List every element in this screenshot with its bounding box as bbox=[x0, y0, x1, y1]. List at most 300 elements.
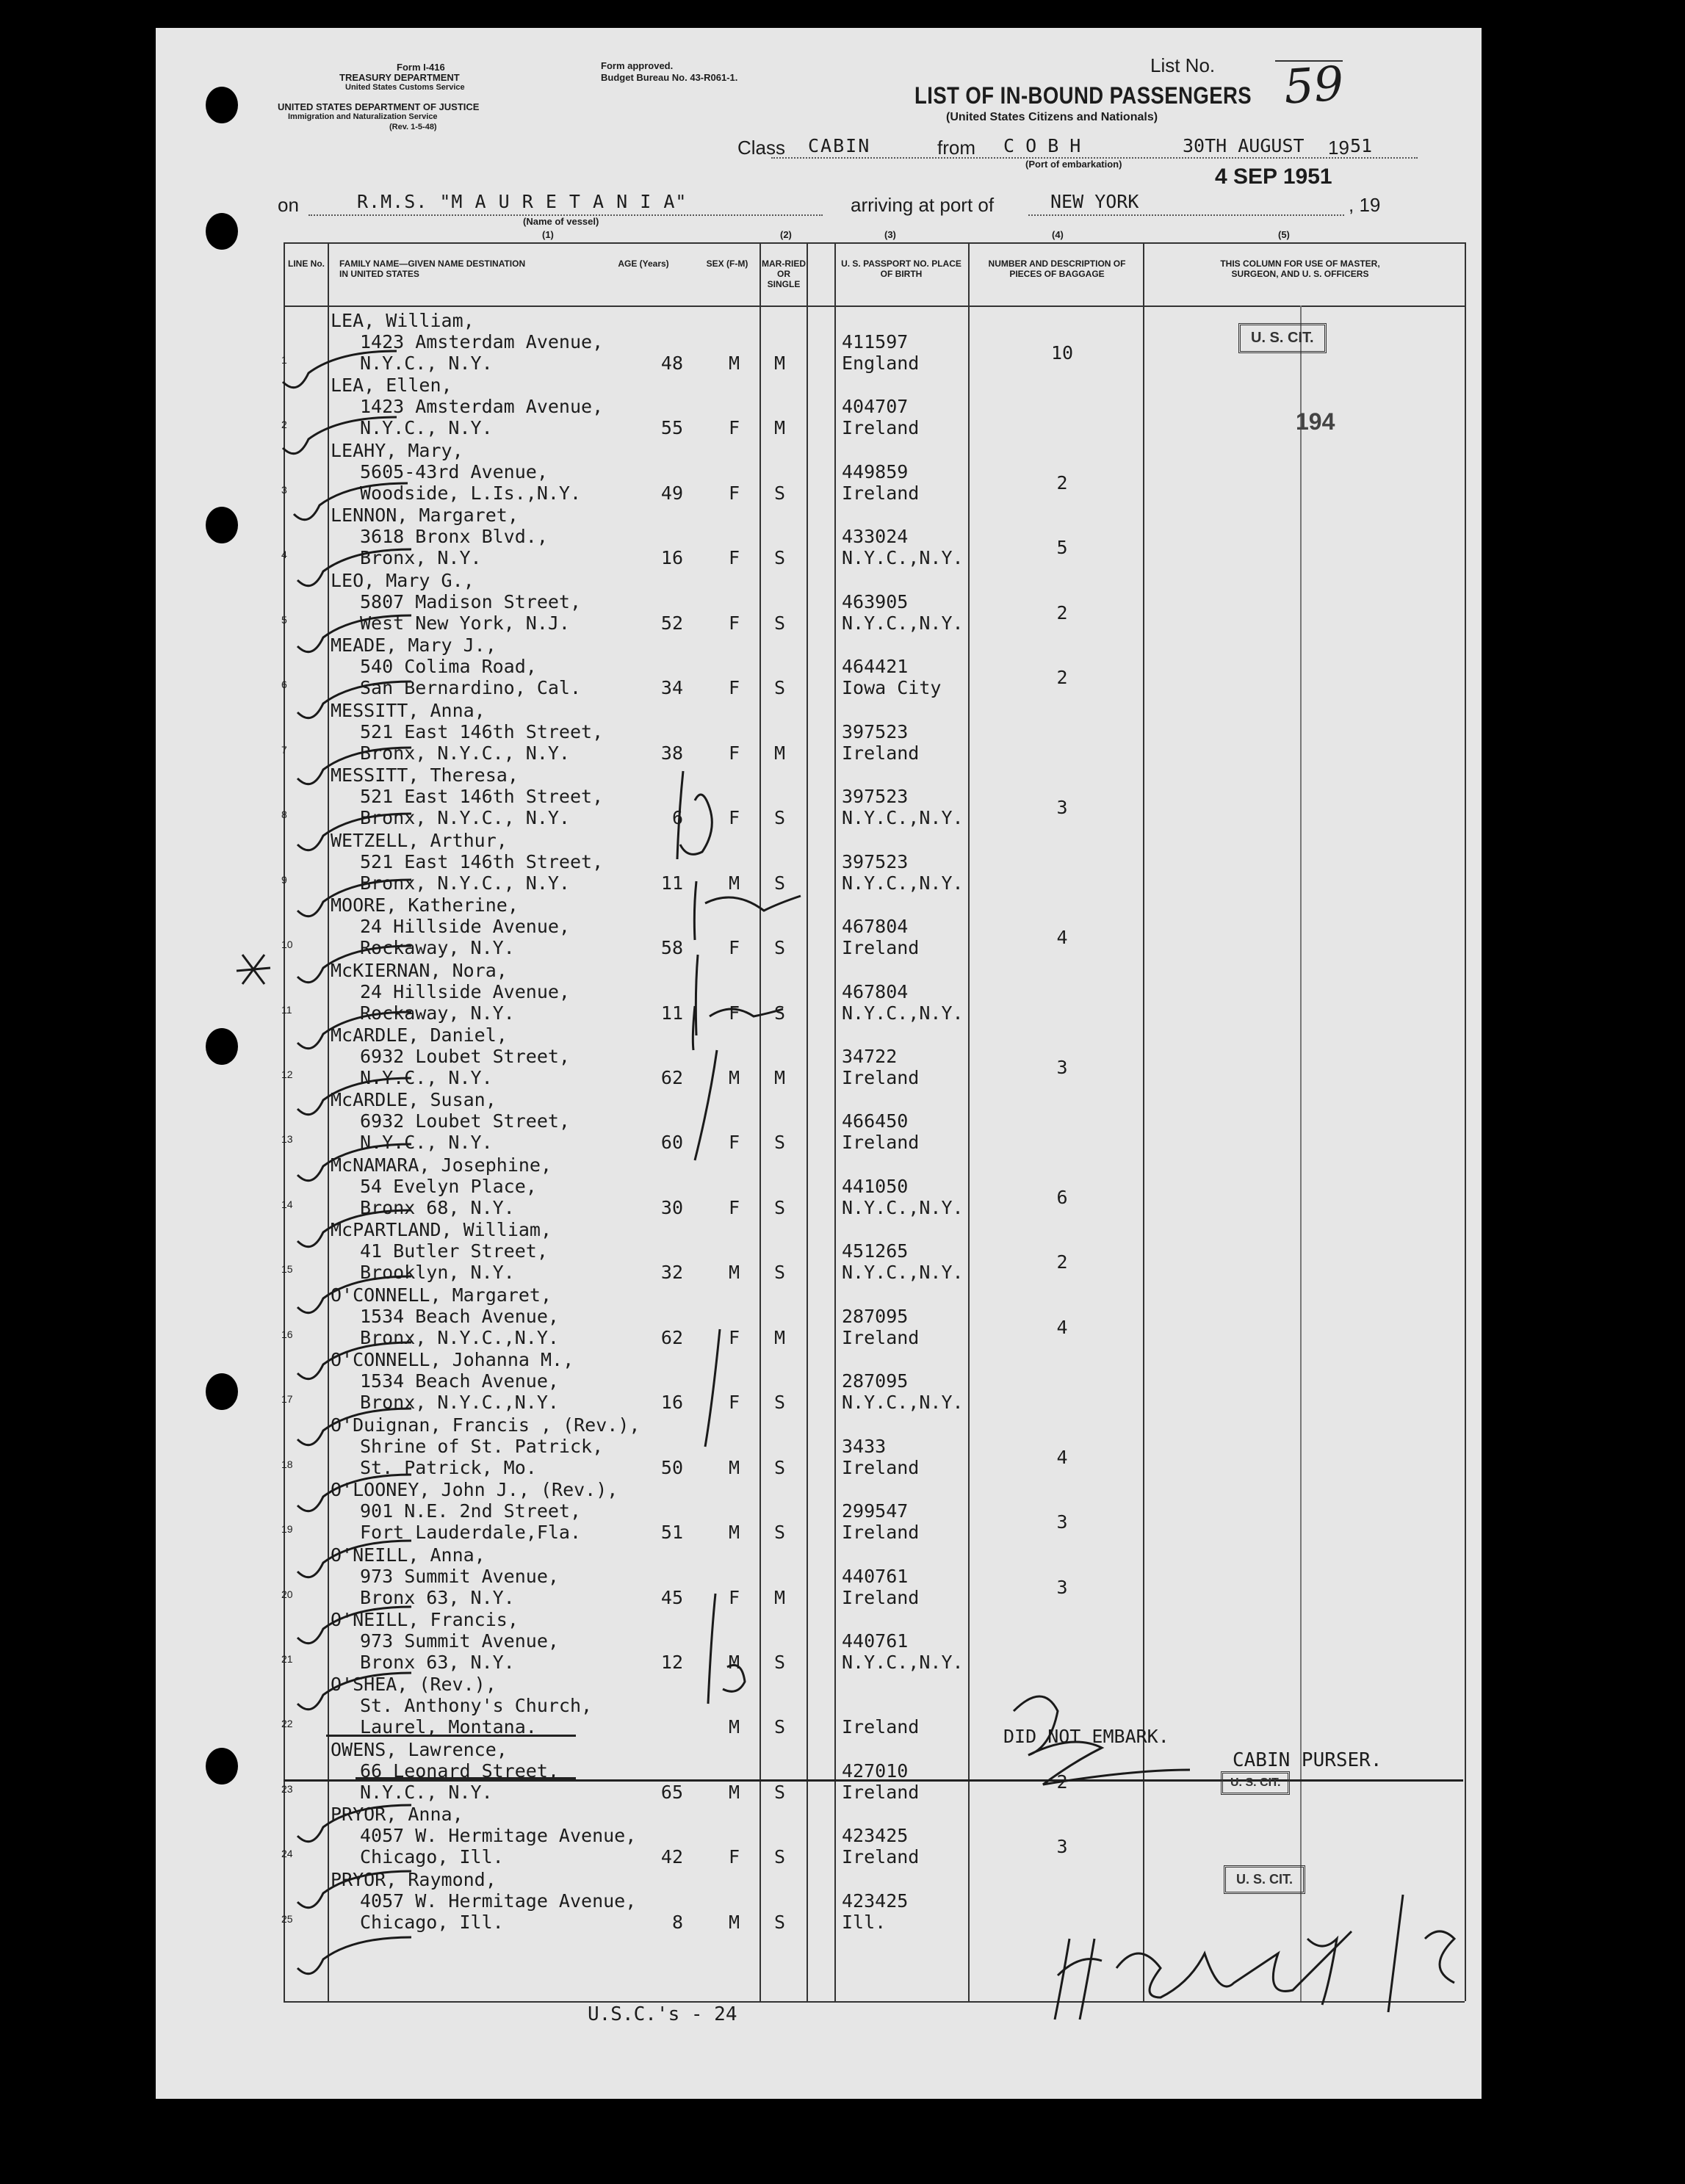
passport-number: 34722 bbox=[842, 1045, 898, 1067]
passenger-name: OWENS, Lawrence, bbox=[331, 1738, 508, 1760]
passenger-age: 16 bbox=[660, 1392, 683, 1414]
passport-number: 299547 bbox=[842, 1500, 909, 1522]
line-number: 24 bbox=[281, 1848, 293, 1860]
passenger-sex: M bbox=[729, 352, 740, 374]
check-mark bbox=[297, 880, 411, 916]
line-number: 3 bbox=[281, 483, 287, 496]
embark-date: 30TH AUGUST bbox=[1183, 135, 1305, 156]
passenger-sex: M bbox=[729, 1456, 740, 1478]
baggage-count: 3 bbox=[1056, 1056, 1068, 1078]
address-line-1: 5605-43rd Avenue, bbox=[360, 460, 548, 482]
line-number: 14 bbox=[281, 1198, 293, 1210]
address-line-2: N.Y.C., N.Y. bbox=[360, 352, 493, 374]
ins-service: Immigration and Naturalization Service bbox=[288, 112, 438, 121]
bracket-mark bbox=[696, 955, 698, 1035]
passenger-name: O'LOONEY, John J., (Rev.), bbox=[331, 1479, 618, 1501]
baggage-count: 3 bbox=[1056, 1511, 1068, 1533]
class-label: Class bbox=[737, 137, 786, 159]
check-mark bbox=[297, 1805, 411, 1842]
passenger-sex: F bbox=[729, 1326, 740, 1348]
marital-status: S bbox=[774, 482, 786, 504]
address-line-2: Bronx 63, N.Y. bbox=[360, 1652, 515, 1673]
passenger-age: 11 bbox=[660, 872, 683, 894]
passenger-name: MESSITT, Anna, bbox=[331, 699, 486, 721]
address-line-2: Bronx, N.Y.C.,N.Y. bbox=[360, 1392, 559, 1414]
passenger-sex: M bbox=[729, 872, 740, 894]
passport-number: 440761 bbox=[842, 1630, 909, 1652]
customs-service: United States Customs Service bbox=[345, 83, 465, 92]
address-line-1: 1534 Beach Avenue, bbox=[360, 1305, 559, 1327]
marital-status: S bbox=[774, 612, 786, 634]
arriving-label: arriving at port of bbox=[851, 194, 995, 216]
line-number: 19 bbox=[281, 1523, 293, 1536]
passport-number: 397523 bbox=[842, 850, 909, 872]
header-line-no: LINE No. bbox=[288, 258, 325, 269]
address-line-2: Bronx, N.Y.C., N.Y. bbox=[360, 807, 570, 829]
check-mark bbox=[297, 1342, 411, 1379]
arrival-port: NEW YORK bbox=[1050, 191, 1139, 212]
passenger-sex: M bbox=[729, 1911, 740, 1933]
embark-caption: (Port of embarkation) bbox=[1025, 159, 1122, 170]
address-line-2: Chicago, Ill. bbox=[360, 1911, 504, 1933]
list-number: 59 bbox=[1282, 57, 1346, 115]
passport-number: 397523 bbox=[842, 786, 909, 808]
list-label: List No. bbox=[1150, 54, 1216, 76]
passenger-sex: F bbox=[729, 807, 740, 829]
passport-number: 287095 bbox=[842, 1370, 909, 1392]
passenger-name: LEA, Ellen, bbox=[331, 375, 452, 397]
passenger-name: McKIERNAN, Nora, bbox=[331, 959, 508, 981]
passenger-sex: M bbox=[729, 1066, 740, 1088]
place-of-birth: N.Y.C.,N.Y. bbox=[842, 612, 964, 634]
page-title: LIST OF IN-BOUND PASSENGERS bbox=[914, 82, 1252, 109]
address-line-1: 540 Colima Road, bbox=[360, 656, 537, 678]
place-of-birth: Ireland bbox=[842, 1522, 920, 1544]
arrival-date-stamp: 4 SEP 1951 bbox=[1215, 164, 1332, 189]
check-mark bbox=[297, 1210, 411, 1247]
passport-number: 467804 bbox=[842, 916, 909, 938]
address-line-1: 6932 Loubet Street, bbox=[360, 1045, 570, 1067]
address-line-1: 66 Leonard Street, bbox=[360, 1760, 559, 1782]
department-treasury: TREASURY DEPARTMENT bbox=[339, 72, 460, 83]
header-passport: U. S. PASSPORT NO. PLACE OF BIRTH bbox=[841, 258, 961, 279]
check-mark bbox=[297, 1871, 411, 1908]
baggage-count: 2 bbox=[1056, 1251, 1068, 1273]
passenger-sex: F bbox=[729, 1392, 740, 1414]
check-mark bbox=[283, 351, 397, 388]
check-mark bbox=[297, 615, 411, 652]
passport-number: 464421 bbox=[842, 656, 909, 678]
passenger-name: LEAHY, Mary, bbox=[331, 439, 463, 461]
marital-status: S bbox=[774, 1456, 786, 1478]
passenger-sex: M bbox=[729, 1716, 740, 1738]
passenger-sex: F bbox=[729, 937, 740, 959]
address-line-2: Bronx, N.Y.C., N.Y. bbox=[360, 742, 570, 764]
year-label: 19 bbox=[1328, 137, 1349, 159]
place-of-birth: Ireland bbox=[842, 1716, 920, 1738]
place-of-birth: Ireland bbox=[842, 1456, 920, 1478]
marital-status: M bbox=[774, 352, 786, 374]
revision: (Rev. 1-5-48) bbox=[389, 123, 437, 131]
line-number: 15 bbox=[281, 1263, 293, 1276]
address-line-1: Shrine of St. Patrick, bbox=[360, 1435, 604, 1457]
address-line-2: Brooklyn, N.Y. bbox=[360, 1262, 515, 1284]
address-line-1: 1423 Amsterdam Avenue, bbox=[360, 396, 604, 418]
baggage-count: 2 bbox=[1056, 601, 1068, 623]
marital-status: M bbox=[774, 1326, 786, 1348]
address-line-1: St. Anthony's Church, bbox=[360, 1695, 593, 1717]
vessel-name: R.M.S. "M A U R E T A N I A" bbox=[357, 191, 688, 212]
did-not-embark: DID NOT EMBARK. bbox=[1003, 1726, 1169, 1747]
baggage-count: 2 bbox=[1056, 667, 1068, 689]
check-mark bbox=[294, 483, 408, 520]
place-of-birth: N.Y.C.,N.Y. bbox=[842, 1262, 964, 1284]
passenger-sex: F bbox=[729, 1002, 740, 1024]
passenger-age: 62 bbox=[660, 1066, 683, 1088]
place-of-birth: N.Y.C.,N.Y. bbox=[842, 1002, 964, 1024]
marital-status: S bbox=[774, 937, 786, 959]
passenger-name: O'CONNELL, Margaret, bbox=[331, 1284, 552, 1306]
line-number: 23 bbox=[281, 1782, 293, 1795]
passport-number: 397523 bbox=[842, 720, 909, 742]
line-number: 1 bbox=[281, 354, 287, 366]
place-of-birth: Ireland bbox=[842, 1066, 920, 1088]
check-mark bbox=[297, 1409, 411, 1445]
address-line-1: 54 Evelyn Place, bbox=[360, 1175, 537, 1197]
passenger-age: 60 bbox=[660, 1132, 683, 1154]
bracket-mark bbox=[705, 1329, 720, 1447]
marital-status: S bbox=[774, 1911, 786, 1933]
baggage-count: 4 bbox=[1056, 1446, 1068, 1468]
baggage-count: 5 bbox=[1056, 537, 1068, 559]
cabin-purser: CABIN PURSER. bbox=[1233, 1749, 1382, 1771]
check-mark bbox=[297, 748, 411, 784]
check-mark bbox=[297, 1937, 411, 1974]
place-of-birth: N.Y.C.,N.Y. bbox=[842, 1392, 964, 1414]
passenger-name: MESSITT, Theresa, bbox=[331, 764, 519, 787]
marital-status: S bbox=[774, 1846, 786, 1868]
passenger-sex: F bbox=[729, 677, 740, 699]
baggage-count: 4 bbox=[1056, 927, 1068, 949]
passenger-name: PRYOR, Anna, bbox=[331, 1804, 463, 1826]
place-of-birth: N.Y.C.,N.Y. bbox=[842, 807, 964, 829]
passenger-age: 65 bbox=[660, 1781, 683, 1803]
header-officers: THIS COLUMN FOR USE OF MASTER, SURGEON, AND U. S. OFFICERS bbox=[1220, 258, 1380, 279]
passenger-age: 34 bbox=[660, 677, 683, 699]
baggage-count: 3 bbox=[1056, 1836, 1068, 1858]
place-of-birth: England bbox=[842, 352, 920, 374]
line-number: 25 bbox=[281, 1912, 293, 1925]
address-line-1: 521 East 146th Street, bbox=[360, 720, 604, 742]
col-num-4: (4) bbox=[1052, 229, 1064, 240]
baggage-count: 2 bbox=[1056, 471, 1068, 493]
passenger-age: 58 bbox=[660, 937, 683, 959]
passenger-age: 50 bbox=[660, 1456, 683, 1478]
marital-status: S bbox=[774, 1652, 786, 1673]
address-line-2: Bronx 68, N.Y. bbox=[360, 1196, 515, 1218]
passenger-age: 38 bbox=[660, 742, 683, 764]
on-label: on bbox=[278, 194, 299, 216]
passenger-name: LEO, Mary G., bbox=[331, 569, 475, 591]
place-of-birth: N.Y.C.,N.Y. bbox=[842, 1652, 964, 1673]
marital-status: S bbox=[774, 1196, 786, 1218]
header-married: MAR-RIED OR SINGLE bbox=[762, 258, 806, 289]
place-of-birth: Ireland bbox=[842, 1586, 920, 1608]
passenger-name: MOORE, Katherine, bbox=[331, 894, 519, 916]
asterisk-mark bbox=[237, 955, 270, 984]
bracket-mark bbox=[708, 1594, 745, 1704]
passenger-name: McPARTLAND, William, bbox=[331, 1219, 552, 1241]
place-of-birth: Ireland bbox=[842, 1132, 920, 1154]
place-of-birth: Iowa City bbox=[842, 677, 942, 699]
passport-number: 3433 bbox=[842, 1435, 887, 1457]
baggage-count: 10 bbox=[1050, 342, 1074, 364]
passenger-age: 12 bbox=[660, 1652, 683, 1673]
marital-status: S bbox=[774, 1132, 786, 1154]
passenger-age: 30 bbox=[660, 1196, 683, 1218]
address-line-2: Rockaway, N.Y. bbox=[360, 1002, 515, 1024]
passenger-sex: F bbox=[729, 482, 740, 504]
address-line-2: San Bernardino, Cal. bbox=[360, 677, 582, 699]
line-number: 8 bbox=[281, 809, 287, 821]
line-number: 12 bbox=[281, 1068, 293, 1080]
footer-count: U.S.C.'s - 24 bbox=[588, 2003, 737, 2025]
line-number: 21 bbox=[281, 1653, 293, 1665]
check-mark bbox=[283, 417, 397, 454]
address-line-1: 3618 Bronx Blvd., bbox=[360, 526, 548, 548]
passenger-name: McARDLE, Daniel, bbox=[331, 1024, 508, 1046]
check-mark bbox=[297, 1541, 411, 1577]
marital-status: S bbox=[774, 1781, 786, 1803]
header-sex: SEX (F-M) bbox=[706, 258, 748, 269]
place-of-birth: Ireland bbox=[842, 1781, 920, 1803]
check-mark bbox=[297, 946, 411, 983]
bracket-mark bbox=[694, 881, 801, 940]
marital-status: S bbox=[774, 547, 786, 569]
check-mark bbox=[297, 1673, 411, 1710]
check-mark bbox=[297, 549, 411, 586]
baggage-count: 4 bbox=[1056, 1316, 1068, 1338]
passenger-age: 49 bbox=[660, 482, 683, 504]
marital-status: S bbox=[774, 1002, 786, 1024]
address-line-1: 4057 W. Hermitage Avenue, bbox=[360, 1890, 637, 1912]
address-line-1: 1534 Beach Avenue, bbox=[360, 1370, 559, 1392]
department-justice: UNITED STATES DEPARTMENT OF JUSTICE bbox=[278, 101, 480, 112]
line-number: 17 bbox=[281, 1393, 293, 1406]
form-approved: Form approved. bbox=[601, 60, 674, 71]
passenger-name: McNAMARA, Josephine, bbox=[331, 1154, 552, 1176]
passenger-age: 11 bbox=[660, 1002, 683, 1024]
check-mark bbox=[297, 1475, 411, 1511]
baggage-count: 3 bbox=[1056, 1576, 1068, 1598]
line-number: 18 bbox=[281, 1458, 293, 1470]
class-value: CABIN bbox=[808, 135, 871, 156]
address-line-1: 5807 Madison Street, bbox=[360, 590, 582, 612]
passenger-sex: F bbox=[729, 1196, 740, 1218]
place-of-birth: N.Y.C.,N.Y. bbox=[842, 1196, 964, 1218]
address-line-2: West New York, N.J. bbox=[360, 612, 570, 634]
budget-bureau: Budget Bureau No. 43-R061-1. bbox=[601, 72, 738, 83]
marital-status: M bbox=[774, 1586, 786, 1608]
passenger-sex: M bbox=[729, 1522, 740, 1544]
address-line-1: 6932 Loubet Street, bbox=[360, 1110, 570, 1132]
address-line-2: Bronx, N.Y.C., N.Y. bbox=[360, 872, 570, 894]
passport-number: 411597 bbox=[842, 331, 909, 352]
year-label-2: , 19 bbox=[1349, 194, 1381, 216]
passport-number: 440761 bbox=[842, 1565, 909, 1587]
address-line-1: 4057 W. Hermitage Avenue, bbox=[360, 1825, 637, 1847]
address-line-2: Laurel, Montana. bbox=[360, 1716, 537, 1738]
line-number: 5 bbox=[281, 613, 287, 626]
embark-port: C O B H bbox=[1003, 135, 1081, 156]
baggage-count: 3 bbox=[1056, 797, 1068, 819]
line-number: 7 bbox=[281, 743, 287, 756]
year-value: 51 bbox=[1350, 135, 1373, 156]
check-mark bbox=[297, 1607, 411, 1644]
passenger-name: O'SHEA, (Rev.), bbox=[331, 1674, 497, 1696]
passenger-sex: F bbox=[729, 1586, 740, 1608]
baggage-count: 6 bbox=[1056, 1186, 1068, 1208]
passenger-age: 51 bbox=[660, 1522, 683, 1544]
marital-status: M bbox=[774, 1066, 786, 1088]
passport-number: 466450 bbox=[842, 1110, 909, 1132]
passenger-name: O'CONNELL, Johanna M., bbox=[331, 1349, 574, 1371]
baggage-count: 2 bbox=[1056, 1771, 1068, 1793]
passport-number: 433024 bbox=[842, 526, 909, 548]
passenger-age: 55 bbox=[660, 417, 683, 439]
col-num-3: (3) bbox=[884, 229, 896, 240]
place-of-birth: Ill. bbox=[842, 1911, 887, 1933]
address-line-1: 1423 Amsterdam Avenue, bbox=[360, 331, 604, 352]
address-line-2: N.Y.C., N.Y. bbox=[360, 1066, 493, 1088]
passenger-sex: M bbox=[729, 1262, 740, 1284]
address-line-2: Rockaway, N.Y. bbox=[360, 937, 515, 959]
marital-status: S bbox=[774, 1522, 786, 1544]
header-name: FAMILY NAME—GIVEN NAME DESTINATION IN UNITED STATES bbox=[339, 258, 526, 279]
passenger-name: PRYOR, Raymond, bbox=[331, 1868, 497, 1890]
check-mark bbox=[297, 681, 411, 718]
place-of-birth: Ireland bbox=[842, 1326, 920, 1348]
passenger-name: LEA, William, bbox=[331, 310, 475, 331]
us-cit-stamp: U. S. CIT. bbox=[1238, 323, 1327, 353]
passenger-name: O'Duignan, Francis , (Rev.), bbox=[331, 1414, 641, 1436]
line-number: 6 bbox=[281, 679, 287, 691]
us-cit-stamp: U. S. CIT. bbox=[1221, 1771, 1290, 1795]
number-194: 194 bbox=[1296, 408, 1335, 435]
address-line-1: 24 Hillside Avenue, bbox=[360, 980, 570, 1002]
address-line-2: Chicago, Ill. bbox=[360, 1846, 504, 1868]
bracket-mark bbox=[695, 1050, 717, 1160]
passenger-age: 32 bbox=[660, 1262, 683, 1284]
from-label: from bbox=[937, 137, 975, 159]
header-age: AGE (Years) bbox=[618, 258, 669, 269]
line-number: 22 bbox=[281, 1718, 293, 1730]
address-line-1: 901 N.E. 2nd Street, bbox=[360, 1500, 582, 1522]
passport-number: 427010 bbox=[842, 1760, 909, 1782]
marital-status: S bbox=[774, 677, 786, 699]
place-of-birth: Ireland bbox=[842, 482, 920, 504]
place-of-birth: Ireland bbox=[842, 937, 920, 959]
passport-number: 463905 bbox=[842, 590, 909, 612]
place-of-birth: Ireland bbox=[842, 417, 920, 439]
passport-number: 467804 bbox=[842, 980, 909, 1002]
address-line-2: N.Y.C., N.Y. bbox=[360, 1781, 493, 1803]
address-line-2: Fort Lauderdale,Fla. bbox=[360, 1522, 582, 1544]
passenger-sex: F bbox=[729, 417, 740, 439]
check-mark bbox=[297, 1144, 411, 1181]
passenger-sex: F bbox=[729, 1846, 740, 1868]
address-line-1: 521 East 146th Street, bbox=[360, 850, 604, 872]
bracket-mark bbox=[693, 1006, 783, 1050]
line-number: 13 bbox=[281, 1133, 293, 1146]
marital-status: M bbox=[774, 417, 786, 439]
check-mark bbox=[297, 1276, 411, 1313]
passenger-sex: F bbox=[729, 612, 740, 634]
signature-mark bbox=[1055, 1895, 1454, 2020]
passenger-sex: F bbox=[729, 742, 740, 764]
col-num-1: (1) bbox=[542, 229, 554, 240]
place-of-birth: N.Y.C.,N.Y. bbox=[842, 872, 964, 894]
passenger-sex: F bbox=[729, 1132, 740, 1154]
line-number: 4 bbox=[281, 549, 287, 561]
passenger-name: O'NEILL, Francis, bbox=[331, 1609, 519, 1630]
address-line-2: N.Y.C., N.Y. bbox=[360, 1132, 493, 1154]
address-line-2: Bronx 63, N.Y. bbox=[360, 1586, 515, 1608]
passenger-age: 52 bbox=[660, 612, 683, 634]
line-number: 10 bbox=[281, 939, 293, 951]
bracket-mark bbox=[677, 771, 712, 859]
passenger-name: McARDLE, Susan, bbox=[331, 1089, 497, 1111]
line-number: 16 bbox=[281, 1328, 293, 1340]
line-number: 9 bbox=[281, 873, 287, 886]
passenger-sex: M bbox=[729, 1781, 740, 1803]
passport-number: 287095 bbox=[842, 1305, 909, 1327]
col-num-2: (2) bbox=[780, 229, 792, 240]
marital-status: S bbox=[774, 1262, 786, 1284]
line-number: 20 bbox=[281, 1588, 293, 1600]
address-line-2: N.Y.C., N.Y. bbox=[360, 417, 493, 439]
line-number: 11 bbox=[281, 1003, 292, 1016]
marital-status: S bbox=[774, 872, 786, 894]
page-subtitle: (United States Citizens and Nationals) bbox=[946, 111, 1158, 123]
marital-status: S bbox=[774, 1392, 786, 1414]
address-line-1: 521 East 146th Street, bbox=[360, 786, 604, 808]
passenger-age: 48 bbox=[660, 352, 683, 374]
signature-mark bbox=[1014, 1696, 1190, 1785]
place-of-birth: Ireland bbox=[842, 1846, 920, 1868]
passenger-age: 45 bbox=[660, 1586, 683, 1608]
passenger-age: 62 bbox=[660, 1326, 683, 1348]
address-line-1: 24 Hillside Avenue, bbox=[360, 916, 570, 938]
vessel-caption: (Name of vessel) bbox=[523, 216, 599, 227]
address-line-1: 41 Butler Street, bbox=[360, 1240, 548, 1262]
passenger-sex: M bbox=[729, 1652, 740, 1673]
us-cit-stamp: U. S. CIT. bbox=[1224, 1865, 1305, 1894]
check-mark bbox=[297, 814, 411, 850]
address-line-2: Woodside, L.Is.,N.Y. bbox=[360, 482, 582, 504]
passenger-age: 8 bbox=[671, 1911, 683, 1933]
marital-status: S bbox=[774, 807, 786, 829]
marital-status: M bbox=[774, 742, 786, 764]
passport-number: 404707 bbox=[842, 396, 909, 418]
passenger-name: LENNON, Margaret, bbox=[331, 505, 519, 527]
passport-number: 423425 bbox=[842, 1825, 909, 1847]
passenger-name: MEADE, Mary J., bbox=[331, 634, 497, 657]
col-num-5: (5) bbox=[1278, 229, 1290, 240]
address-line-1: 973 Summit Avenue, bbox=[360, 1630, 559, 1652]
marital-status: S bbox=[774, 1716, 786, 1738]
passenger-age: 16 bbox=[660, 547, 683, 569]
